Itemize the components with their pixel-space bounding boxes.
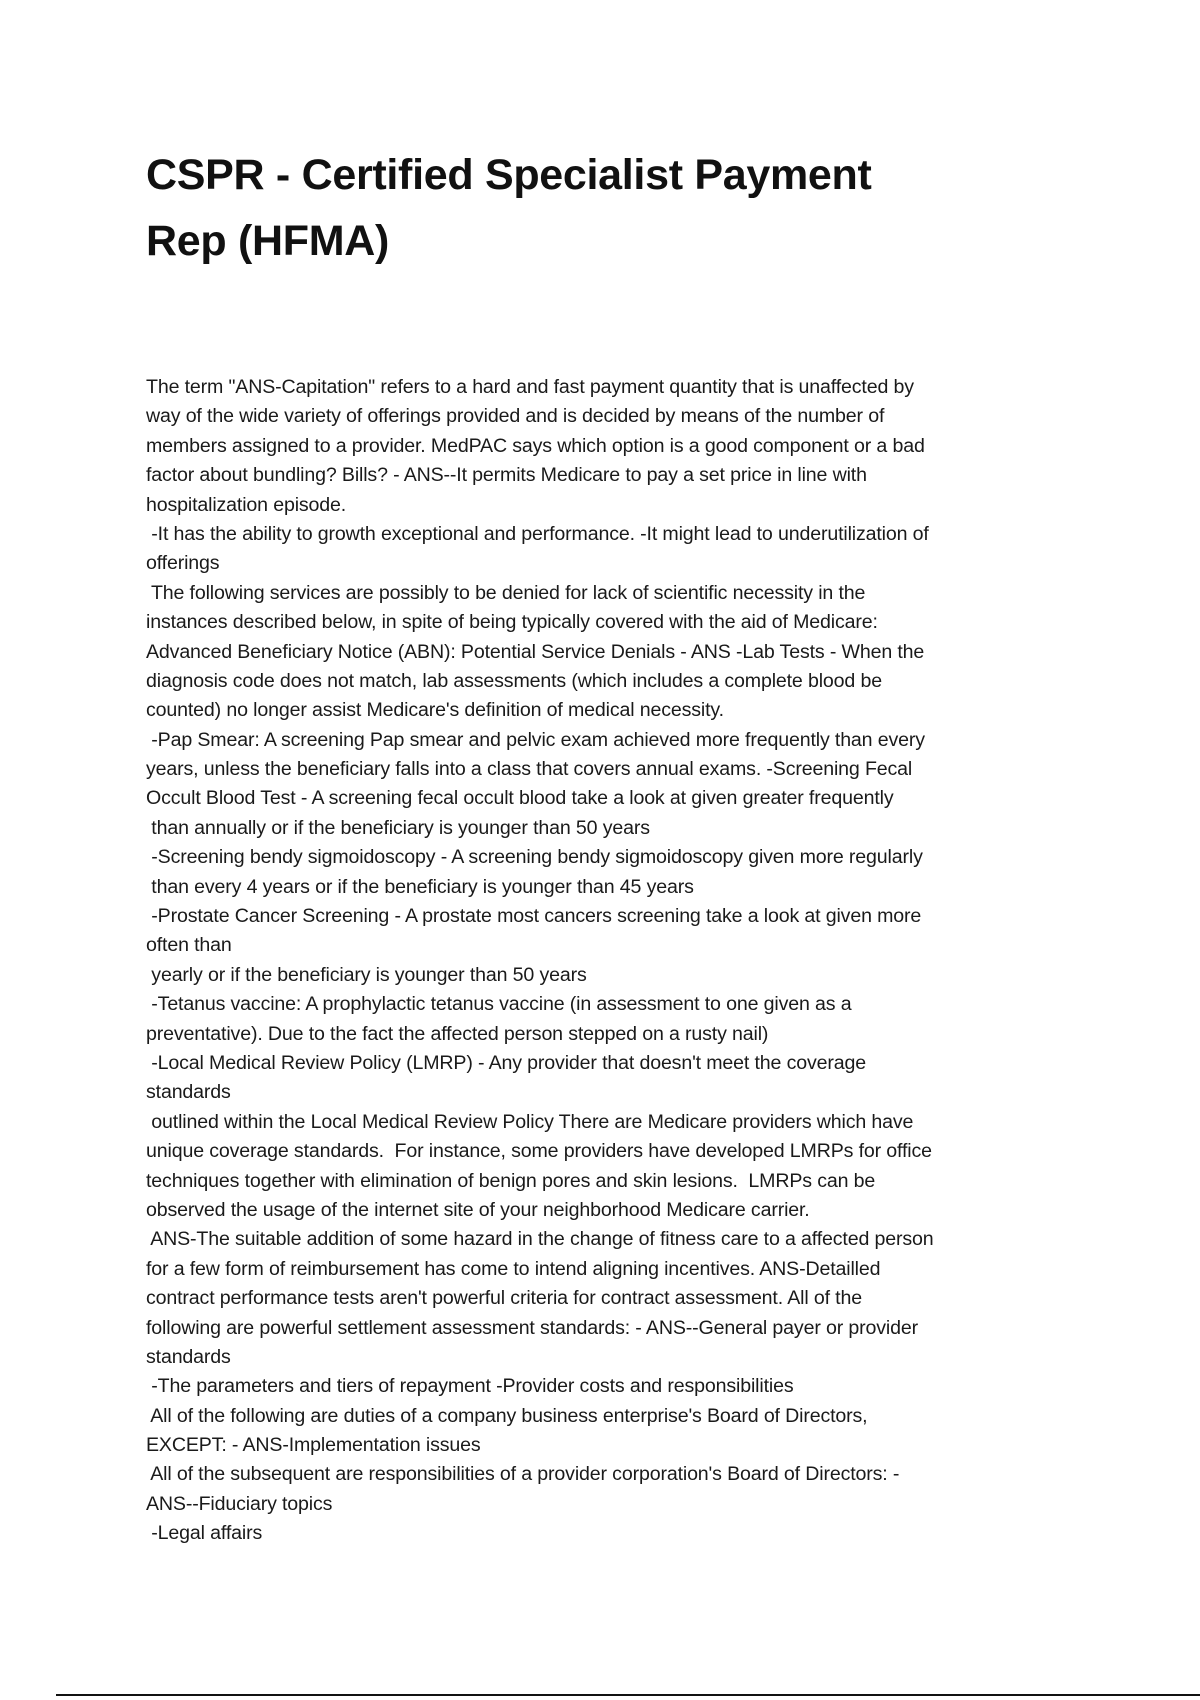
body-line: -Pap Smear: A screening Pap smear and pelvic exam achieved more frequently than every xyxy=(146,728,925,751)
body-line: standards xyxy=(146,1081,231,1104)
body-line: years, unless the beneficiary falls into a class that covers annual exams. -Screening Fecal xyxy=(146,758,913,781)
body-line: EXCEPT: - ANS-Implementation issues xyxy=(146,1434,481,1457)
page-title-line: CSPR - Certified Specialist Payment xyxy=(146,151,872,199)
body-line: often than xyxy=(146,934,232,957)
body-line: Advanced Beneficiary Notice (ABN): Potential Service Denials - ANS -Lab Tests - When the xyxy=(146,640,925,663)
page-bottom-divider xyxy=(56,1694,1200,1696)
body-line: for a few form of reimbursement has come to intend aligning incentives. ANS-Detailled xyxy=(146,1257,881,1280)
body-line: counted) no longer assist Medicare's definition of medical necessity. xyxy=(146,699,724,722)
page-title-line: Rep (HFMA) xyxy=(146,217,390,265)
body-line: outlined within the Local Medical Review Policy There are Medicare providers which have xyxy=(146,1110,914,1133)
body-line: -Legal affairs xyxy=(146,1522,263,1545)
document-body xyxy=(146,373,1076,1549)
body-line: hospitalization episode. xyxy=(146,493,347,516)
page-title xyxy=(146,142,1006,274)
body-line: ANS--Fiduciary topics xyxy=(146,1492,333,1515)
body-line: Occult Blood Test - A screening fecal occult blood take a look at given greater frequently xyxy=(146,787,894,810)
body-line: instances described below, in spite of being typically covered with the aid of Medicare: xyxy=(146,611,878,634)
body-line: -The parameters and tiers of repayment -Provider costs and responsibilities xyxy=(146,1375,794,1398)
body-line: members assigned to a provider. MedPAC says which option is a good component or a bad xyxy=(146,434,925,457)
body-line: factor about bundling? Bills? - ANS--It permits Medicare to pay a set price in line with xyxy=(146,464,867,487)
body-line: contract performance tests aren't powerful criteria for contract assessment. All of the xyxy=(146,1287,862,1310)
body-line: standards xyxy=(146,1345,231,1368)
body-line: observed the usage of the internet site of your neighborhood Medicare carrier. xyxy=(146,1198,810,1221)
body-line: following are powerful settlement assessment standards: - ANS--General payer or provider xyxy=(146,1316,918,1339)
body-line: preventative). Due to the fact the affected person stepped on a rusty nail) xyxy=(146,1022,769,1045)
body-line: -Local Medical Review Policy (LMRP) - Any provider that doesn't meet the coverage xyxy=(146,1051,866,1074)
body-line: -Tetanus vaccine: A prophylactic tetanus vaccine (in assessment to one given as a xyxy=(146,993,852,1016)
body-line: unique coverage standards. For instance, some providers have developed LMRPs for office xyxy=(146,1140,932,1163)
body-line: All of the following are duties of a company business enterprise's Board of Directors, xyxy=(146,1404,868,1427)
body-line: ANS-The suitable addition of some hazard in the change of fitness care to a affected person xyxy=(146,1228,934,1251)
body-line: All of the subsequent are responsibilities of a provider corporation's Board of Directors: - xyxy=(146,1463,900,1486)
body-line: -Prostate Cancer Screening - A prostate most cancers screening take a look at given more xyxy=(146,905,922,928)
body-line: than annually or if the beneficiary is younger than 50 years xyxy=(146,816,650,839)
body-line: The term "ANS-Capitation" refers to a hard and fast payment quantity that is unaffected by xyxy=(146,376,914,398)
body-line: yearly or if the beneficiary is younger than 50 years xyxy=(146,963,587,986)
body-line: than every 4 years or if the beneficiary is younger than 45 years xyxy=(146,875,694,898)
body-line: diagnosis code does not match, lab assessments (which includes a complete blood be xyxy=(146,669,882,692)
body-line: -Screening bendy sigmoidoscopy - A screening bendy sigmoidoscopy given more regularly xyxy=(146,846,923,869)
body-line: way of the wide variety of offerings provided and is decided by means of the number of xyxy=(146,405,885,428)
body-line: The following services are possibly to be denied for lack of scientific necessity in the xyxy=(146,581,866,604)
body-line: techniques together with elimination of benign pores and skin lesions. LMRPs can be xyxy=(146,1169,876,1192)
body-line: -It has the ability to growth exceptional and performance. -It might lead to underutilization of xyxy=(146,522,929,545)
body-line: offerings xyxy=(146,552,220,575)
